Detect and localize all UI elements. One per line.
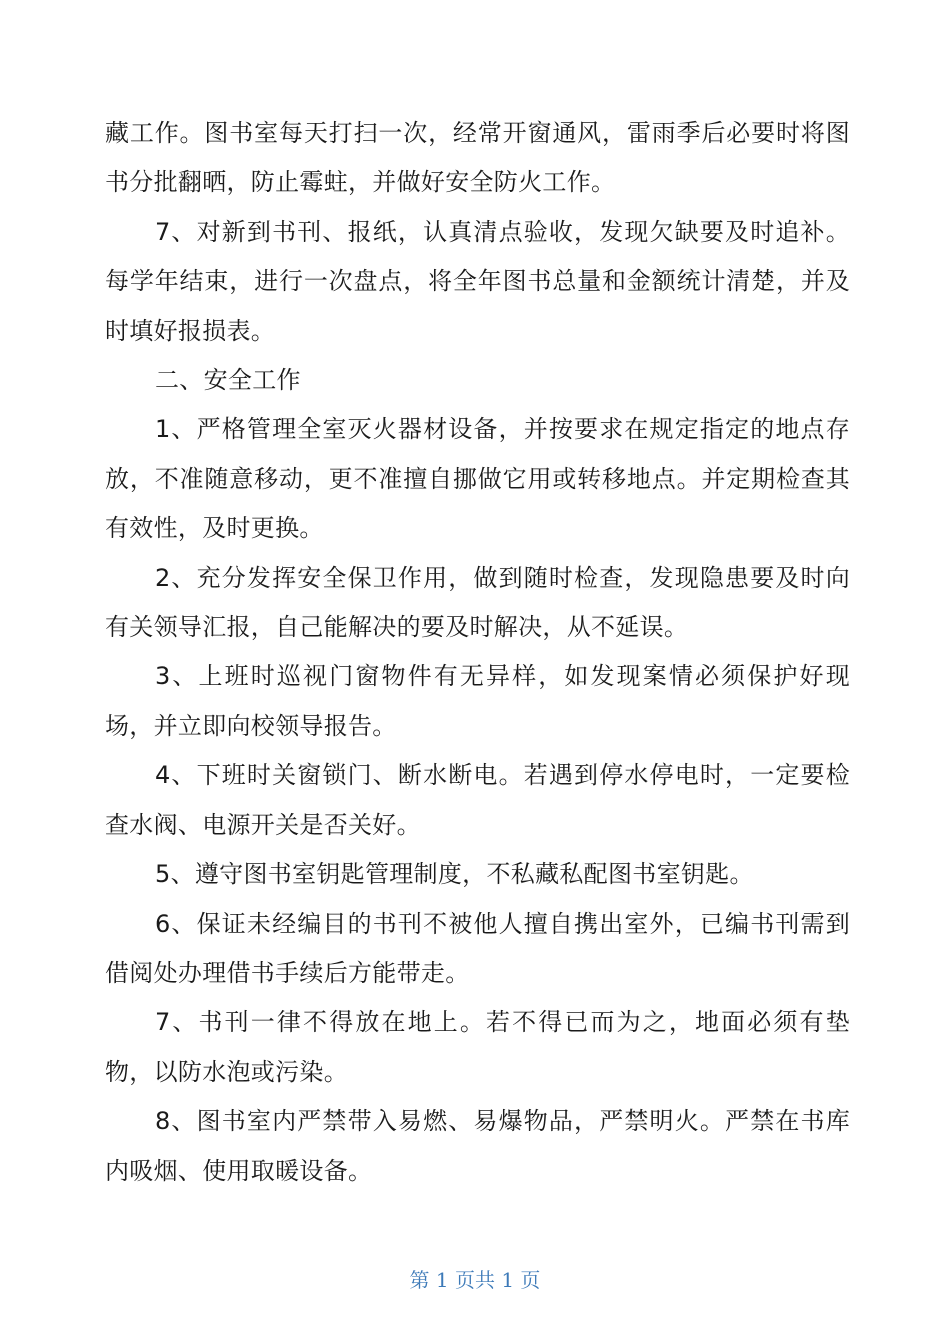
paragraph-safety-3: 3、上班时巡视门窗物件有无异样，如发现案情必须保护好现场，并立即向校领导报告。 xyxy=(105,662,850,740)
paragraph-safety-8: 8、图书室内严禁带入易燃、易爆物品，严禁明火。严禁在书库内吸烟、使用取暖设备。 xyxy=(105,1107,850,1185)
paragraph-safety-2: 2、充分发挥安全保卫作用，做到随时检查，发现隐患要及时向有关领导汇报，自己能解决的要及时解决，从不延误。 xyxy=(105,563,850,642)
paragraph-safety-1: 1、严格管理全室灭火器材设备，并按要求在规定指定的地点存放，不准随意移动，更不准擅自挪做它用或转移地点。并定期检查其有效性，及时更换。 xyxy=(105,415,850,543)
paragraph-safety-7: 7、书刊一律不得放在地上。若不得已而为之，地面必须有垫物，以防水泡或污染。 xyxy=(105,1008,850,1086)
paragraph-continuation: 藏工作。图书室每天打扫一次，经常开窗通风，雷雨季后必要时将图书分批翻晒，防止霉蛀，并做好安全防火工作。 xyxy=(105,119,850,197)
paragraph-item-7-inventory: 7、对新到书刊、报纸，认真清点验收，发现欠缺要及时追补。每学年结束，进行一次盘点，将全年图书总量和金额统计清楚，并及时填好报损表。 xyxy=(105,217,850,345)
paragraph-safety-5: 5、遵守图书室钥匙管理制度，不私藏私配图书室钥匙。 xyxy=(155,860,754,889)
section-heading-safety: 二、安全工作 xyxy=(155,366,301,395)
paragraph-safety-4: 4、下班时关窗锁门、断水断电。若遇到停水停电时，一定要检查水阀、电源开关是否关好。 xyxy=(105,761,850,839)
page-number-footer: 第 1 页共 1 页 xyxy=(409,1268,541,1292)
document-body xyxy=(105,109,850,1196)
paragraph-safety-6: 6、保证未经编目的书刊不被他人擅自携出室外，已编书刊需到借阅处办理借书手续后方能带走。 xyxy=(105,909,850,987)
